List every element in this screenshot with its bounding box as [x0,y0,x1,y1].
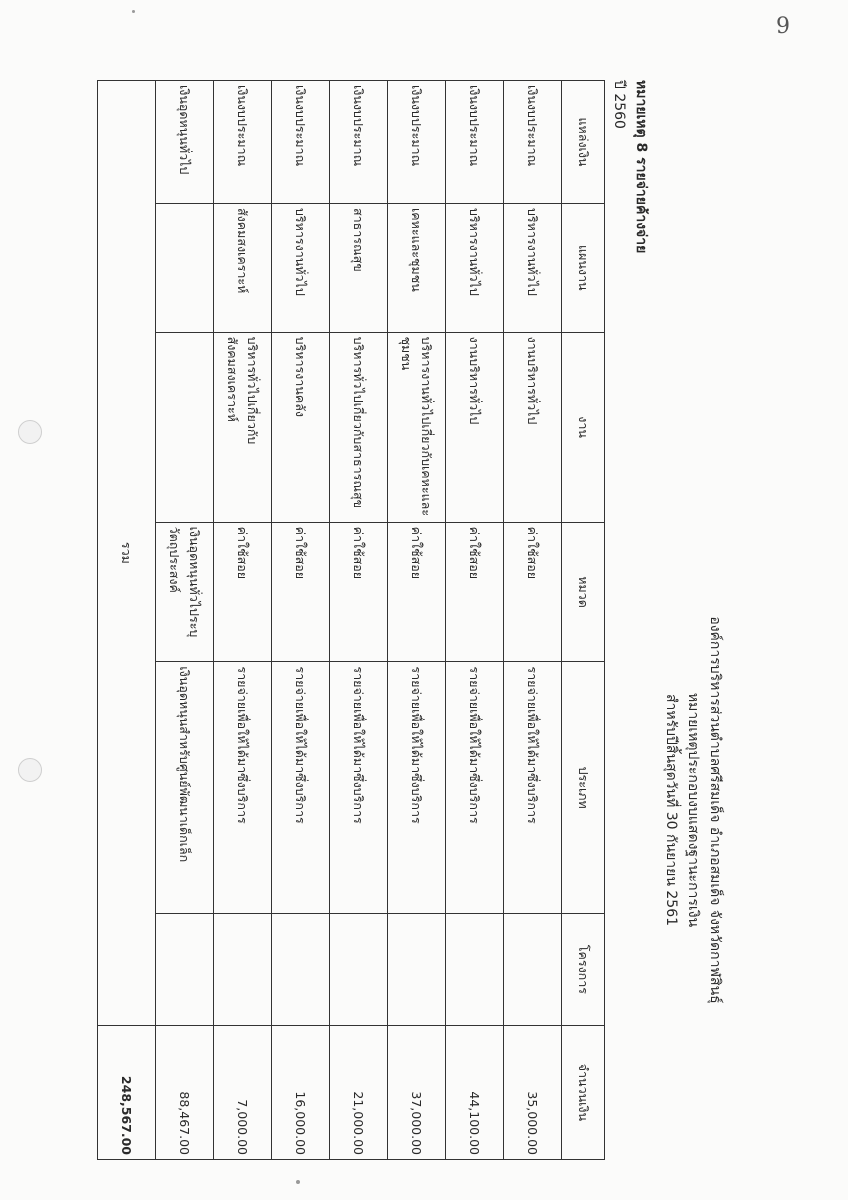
cell-funding-source: เงินงบประมาณ [214,81,272,204]
cell-funding-source: เงินงบประมาณ [446,81,504,204]
statement-title: หมายเหตุประกอบงบแสดงฐานะการเงิน [685,692,701,928]
cell-type: รายจ่ายเพื่อให้ได้มาซึ่งบริการ [214,662,272,914]
cell-work: งานบริหารทั่วไป [504,332,562,522]
table-row [272,81,330,1160]
cell-work [156,332,214,522]
cell-work: บริหารงานคลัง [272,332,330,522]
cell-amount: 35,000.00 [504,1025,562,1159]
header-amount: จำนวนเงิน [562,1025,605,1159]
cell-plan: สาธารณสุข [330,203,388,332]
punch-hole [18,420,42,444]
cell-type: รายจ่ายเพื่อให้ได้มาซึ่งบริการ [330,662,388,914]
document-header [654,460,726,1160]
cell-type: รายจ่ายเพื่อให้ได้มาซึ่งบริการ [446,662,504,914]
table-row [156,81,214,1160]
accrued-expenses-table [97,80,605,1160]
cell-amount: 7,000.00 [214,1025,272,1159]
cell-funding-source: เงินงบประมาณ [504,81,562,204]
table-row [330,81,388,1160]
org-title: องค์การบริหารส่วนตำบลศรีสมเด็จ อำเภอสมเด็จ จังหวัดกาฬสินธุ์ [707,616,723,1004]
cell-amount: 21,000.00 [330,1025,388,1159]
total-label: รวม [98,81,156,1026]
cell-type: รายจ่ายเพื่อให้ได้มาซึ่งบริการ [388,662,446,914]
table-total-row [98,81,156,1160]
header-plan: แผนงาน [562,203,605,332]
cell-plan: บริหารงานทั่วไป [446,203,504,332]
cell-type: รายจ่ายเพื่อให้ได้มาซึ่งบริการ [272,662,330,914]
cell-plan: บริหารงานทั่วไป [504,203,562,332]
scan-speck [132,10,135,13]
note-heading [608,80,652,253]
table-header-row [562,81,605,1160]
rotated-document [119,80,730,1160]
cell-project [330,913,388,1025]
note-year: ปี 2560 [611,80,627,129]
header-project: โครงการ [562,913,605,1025]
header-work: งาน [562,332,605,522]
table-row [388,81,446,1160]
cell-project [388,913,446,1025]
cell-plan: บริหารงานทั่วไป [272,203,330,332]
cell-category: เงินอุดหนุนทั่วไประบุวัตถุประสงค์ [156,522,214,662]
cell-work: งานบริหารทั่วไป [446,332,504,522]
cell-project [446,913,504,1025]
cell-amount: 37,000.00 [388,1025,446,1159]
cell-category: ค่าใช้สอย [214,522,272,662]
cell-type: รายจ่ายเพื่อให้ได้มาซึ่งบริการ [504,662,562,914]
cell-amount: 44,100.00 [446,1025,504,1159]
header-type: ประเภท [562,662,605,914]
cell-project [156,913,214,1025]
cell-amount: 16,000.00 [272,1025,330,1159]
cell-work: บริหารทั่วไปเกี่ยวกับสาธารณสุข [330,332,388,522]
cell-category: ค่าใช้สอย [388,522,446,662]
cell-work: บริหารทั่วไปเกี่ยวกับสังคมสงเคราะห์ [214,332,272,522]
header-funding-source: แหล่งเงิน [562,81,605,204]
table-row [504,81,562,1160]
cell-funding-source: เงินงบประมาณ [388,81,446,204]
cell-type: เงินอุดหนุนสำหรับศูนย์พัฒนาเด็กเล็ก [156,662,214,914]
cell-work: บริหารงานทั่วไปเกี่ยวกับเคหะและชุมชน [388,332,446,522]
total-amount: 248,567.00 [98,1025,156,1159]
table-row [214,81,272,1160]
page-number: 9 [776,14,790,39]
cell-project [272,913,330,1025]
header-category: หมวด [562,522,605,662]
period-title: สำหรับปีสิ้นสุดวันที่ 30 กันยายน 2561 [663,693,679,927]
cell-amount: 88,467.00 [156,1025,214,1159]
cell-category: ค่าใช้สอย [504,522,562,662]
cell-category: ค่าใช้สอย [330,522,388,662]
cell-plan: เคหะและชุมชน [388,203,446,332]
cell-plan [156,203,214,332]
cell-category: ค่าใช้สอย [446,522,504,662]
cell-funding-source: เงินอุดหนุนทั่วไป [156,81,214,204]
cell-funding-source: เงินงบประมาณ [330,81,388,204]
scan-speck [296,1180,300,1184]
cell-category: ค่าใช้สอย [272,522,330,662]
cell-funding-source: เงินงบประมาณ [272,81,330,204]
note-title: หมายเหตุ 8 รายจ่ายค้างจ่าย [633,80,649,254]
cell-project [504,913,562,1025]
cell-project [214,913,272,1025]
punch-hole [18,758,42,782]
cell-plan: สังคมสงเคราะห์ [214,203,272,332]
table-row [446,81,504,1160]
